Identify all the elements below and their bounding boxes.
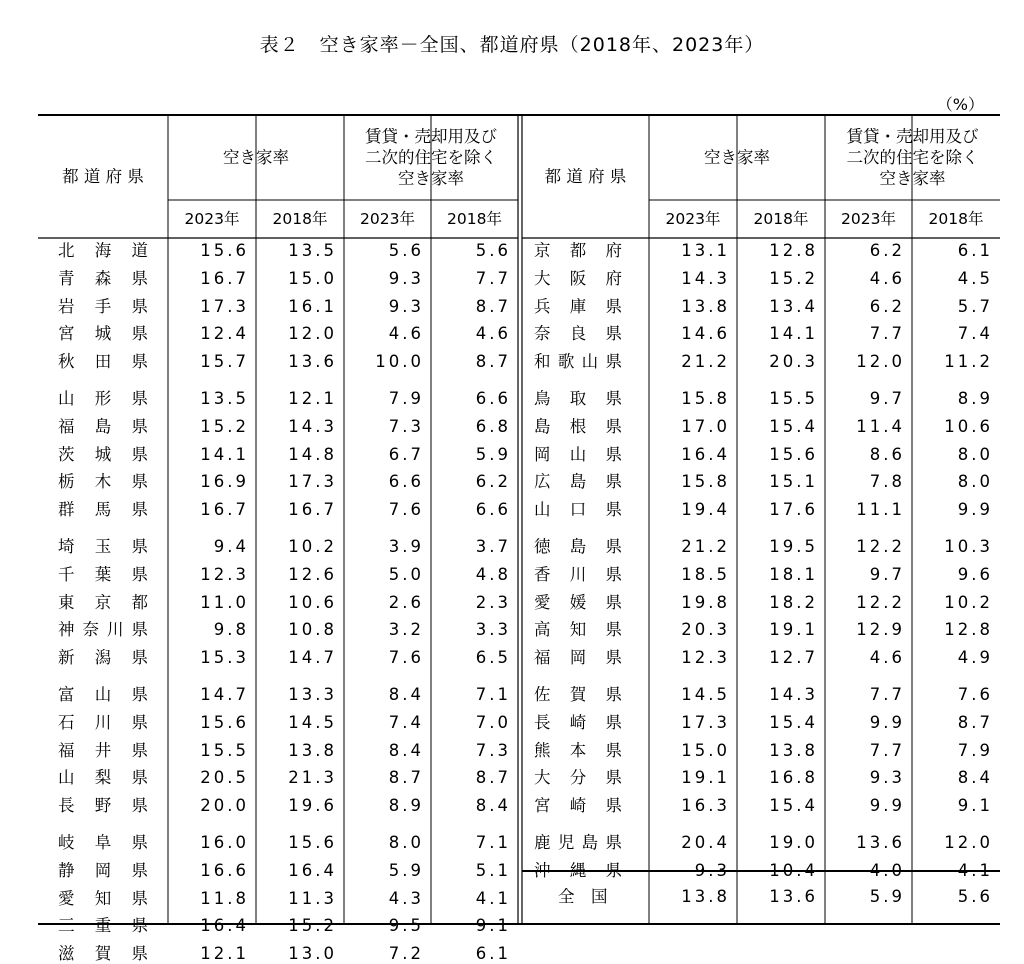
prefecture-name: 鳥取県 — [534, 389, 622, 408]
rate-value: 13.8 — [681, 296, 730, 316]
rate-value: 14.1 — [200, 444, 249, 464]
rate-value: 13.6 — [856, 833, 905, 852]
rate-value: 8.9 — [957, 389, 993, 408]
rate-value: 12.2 — [856, 592, 905, 612]
rate-value: 13.5 — [200, 389, 249, 408]
prefecture-name: 熊本県 — [534, 740, 622, 760]
prefecture-name: 北海道 — [58, 241, 148, 260]
rate-value: 7.4 — [388, 712, 424, 732]
rate-value: 16.3 — [681, 796, 730, 816]
rate-value: 3.7 — [475, 537, 511, 556]
rate-value: 9.5 — [388, 916, 424, 936]
rate-value: 16.0 — [200, 833, 249, 852]
rate-value: 4.3 — [388, 888, 424, 908]
prefecture-name: 三重県 — [58, 916, 148, 936]
rate-value: 13.6 — [288, 352, 337, 372]
rate-value: 12.2 — [856, 537, 905, 556]
rate-value: 9.9 — [957, 500, 993, 520]
rate-value: 12.0 — [288, 324, 337, 344]
rate-value: 10.8 — [288, 620, 337, 640]
prefecture-name: 群馬県 — [58, 500, 148, 520]
prefecture-name: 宮城県 — [58, 324, 148, 344]
prefecture-name: 埼玉県 — [58, 537, 148, 556]
prefecture-name: 長崎県 — [534, 712, 622, 732]
rate-value: 7.4 — [957, 324, 993, 344]
prefecture-name: 鹿児島県 — [534, 833, 622, 852]
rate-value: 12.7 — [769, 648, 818, 668]
rate-value: 5.9 — [388, 860, 424, 880]
rate-value: 15.2 — [200, 416, 249, 436]
national-label: 全 国 — [558, 887, 608, 906]
rate-value: 10.6 — [288, 592, 337, 612]
rate-value: 12.9 — [856, 620, 905, 640]
prefecture-name: 香川県 — [534, 564, 622, 584]
rate-value: 19.5 — [769, 537, 818, 556]
rate-value: 12.1 — [288, 389, 337, 408]
rate-value: 18.2 — [769, 592, 818, 612]
rate-value: 16.9 — [200, 472, 249, 492]
rate-value: 6.1 — [957, 241, 993, 260]
rate-value: 15.8 — [681, 472, 730, 492]
rate-value: 16.6 — [200, 860, 249, 880]
prefecture-name: 石川県 — [58, 712, 148, 732]
header-excluded-line1: 賃貸・売却用及び — [846, 126, 979, 146]
rate-value: 9.9 — [869, 796, 905, 816]
prefecture-name: 愛媛県 — [534, 592, 622, 612]
rate-value: 11.8 — [200, 888, 249, 908]
rate-value: 9.8 — [213, 620, 249, 640]
prefecture-name: 岐阜県 — [58, 833, 148, 852]
rate-value: 15.2 — [288, 916, 337, 936]
rate-value: 15.6 — [200, 712, 249, 732]
prefecture-name: 神奈川県 — [58, 620, 148, 640]
rate-value: 6.6 — [475, 500, 511, 520]
rate-value: 10.0 — [375, 352, 424, 372]
rate-value: 13.8 — [769, 740, 818, 760]
rate-value: 9.1 — [475, 916, 511, 936]
prefecture-name: 青森県 — [58, 268, 148, 288]
rate-value: 3.3 — [475, 620, 511, 640]
national-rate-value: 13.8 — [681, 887, 730, 906]
header-year-2023: 2023年 — [841, 209, 896, 228]
rate-value: 16.4 — [288, 860, 337, 880]
prefecture-name: 福岡県 — [534, 648, 622, 668]
rate-value: 13.4 — [769, 296, 818, 316]
rate-value: 4.1 — [475, 888, 511, 908]
rate-value: 7.7 — [475, 268, 511, 288]
rate-value: 21.2 — [681, 352, 730, 372]
rate-value: 7.0 — [475, 712, 511, 732]
rate-value: 19.1 — [769, 620, 818, 640]
rate-value: 4.9 — [957, 648, 993, 668]
rate-value: 11.2 — [944, 352, 993, 372]
rate-value: 17.0 — [681, 416, 730, 436]
prefecture-name: 宮崎県 — [534, 796, 622, 816]
header-year-2023: 2023年 — [665, 209, 721, 228]
rate-value: 14.7 — [288, 648, 337, 668]
rate-value: 5.1 — [475, 860, 511, 880]
prefecture-name: 兵庫県 — [534, 296, 622, 316]
rate-value: 9.4 — [213, 537, 249, 556]
rate-value: 15.3 — [200, 648, 249, 668]
rate-value: 12.0 — [944, 833, 993, 852]
prefecture-name: 山口県 — [534, 500, 622, 520]
rate-value: 7.7 — [869, 685, 905, 704]
rate-value: 4.8 — [475, 564, 511, 584]
rate-value: 15.1 — [769, 472, 818, 492]
prefecture-name: 佐賀県 — [534, 685, 622, 704]
rate-value: 14.7 — [200, 685, 249, 704]
rate-value: 13.5 — [288, 241, 337, 260]
rate-value: 6.2 — [475, 472, 511, 492]
rate-value: 9.7 — [869, 564, 905, 584]
rate-value: 8.9 — [388, 796, 424, 816]
prefecture-name: 沖縄県 — [534, 860, 622, 880]
header-excluded-line2: 二次的住宅を除く — [846, 147, 979, 167]
rate-value: 19.1 — [681, 768, 730, 788]
rate-value: 10.2 — [288, 537, 337, 556]
prefecture-name: 愛知県 — [58, 888, 148, 908]
rate-value: 11.1 — [856, 500, 905, 520]
rate-value: 6.7 — [388, 444, 424, 464]
rate-value: 8.4 — [388, 685, 424, 704]
rate-value: 8.0 — [957, 472, 993, 492]
rate-value: 8.7 — [475, 352, 511, 372]
rate-value: 7.1 — [475, 685, 511, 704]
rate-value: 10.6 — [944, 416, 993, 436]
rate-value: 8.7 — [475, 768, 511, 788]
rate-value: 20.3 — [769, 352, 818, 372]
rate-value: 21.2 — [681, 537, 730, 556]
rate-value: 11.3 — [288, 888, 337, 908]
prefecture-name: 茨城県 — [58, 444, 148, 464]
prefecture-name: 山形県 — [58, 389, 148, 408]
rate-value: 9.3 — [694, 860, 730, 880]
rate-value: 9.3 — [388, 296, 424, 316]
rate-value: 7.3 — [475, 740, 511, 760]
rate-value: 7.6 — [957, 685, 993, 704]
rate-value: 14.6 — [681, 324, 730, 344]
rate-value: 15.8 — [681, 389, 730, 408]
rate-value: 17.6 — [769, 500, 818, 520]
unit-label: （%） — [936, 95, 984, 114]
vacancy-rate-table — [38, 114, 1000, 964]
rate-value: 7.2 — [388, 944, 424, 964]
rate-value: 15.2 — [769, 268, 818, 288]
rate-value: 7.6 — [388, 648, 424, 668]
rate-value: 7.3 — [388, 416, 424, 436]
rate-value: 12.3 — [200, 564, 249, 584]
prefecture-name: 福井県 — [58, 740, 148, 760]
header-vacancy-right: 空き家率 — [704, 147, 770, 167]
rate-value: 8.7 — [475, 296, 511, 316]
prefecture-name: 山梨県 — [58, 768, 148, 788]
rate-value: 10.4 — [769, 860, 818, 880]
prefecture-name: 秋田県 — [58, 352, 148, 372]
rate-value: 15.0 — [681, 740, 730, 760]
prefecture-name: 長野県 — [58, 796, 148, 816]
rate-value: 17.3 — [681, 712, 730, 732]
prefecture-name: 徳島県 — [534, 537, 622, 556]
prefecture-name: 岩手県 — [58, 296, 148, 316]
rate-value: 7.7 — [869, 324, 905, 344]
prefecture-name: 滋賀県 — [58, 944, 148, 964]
rate-value: 9.3 — [388, 268, 424, 288]
prefecture-name: 静岡県 — [58, 860, 148, 880]
rate-value: 7.7 — [869, 740, 905, 760]
rate-value: 8.0 — [957, 444, 993, 464]
rate-value: 20.5 — [200, 768, 249, 788]
rate-value: 6.2 — [869, 296, 905, 316]
rate-value: 9.9 — [869, 712, 905, 732]
rate-value: 16.7 — [200, 268, 249, 288]
rate-value: 16.7 — [200, 500, 249, 520]
rate-value: 6.2 — [869, 241, 905, 260]
rate-value: 4.6 — [388, 324, 424, 344]
rate-value: 12.3 — [681, 648, 730, 668]
rate-value: 16.1 — [288, 296, 337, 316]
rate-value: 9.3 — [869, 768, 905, 788]
rate-value: 14.3 — [681, 268, 730, 288]
rate-value: 2.3 — [475, 592, 511, 612]
header-year-2018: 2018年 — [753, 209, 809, 228]
prefecture-name: 千葉県 — [58, 564, 148, 584]
rate-value: 10.2 — [944, 592, 993, 612]
rate-value: 2.6 — [388, 592, 424, 612]
header-excluded-line2: 二次的住宅を除く — [365, 147, 497, 167]
rate-value: 6.1 — [475, 944, 511, 964]
rate-value: 5.0 — [388, 564, 424, 584]
rate-value: 3.9 — [388, 537, 424, 556]
rate-value: 15.7 — [200, 352, 249, 372]
rate-value: 6.6 — [388, 472, 424, 492]
rate-value: 15.6 — [200, 241, 249, 260]
rate-value: 9.1 — [957, 796, 993, 816]
rate-value: 13.0 — [288, 944, 337, 964]
prefecture-name: 和歌山県 — [534, 352, 622, 372]
national-rate-value: 5.9 — [869, 887, 905, 906]
rate-value: 12.1 — [200, 944, 249, 964]
rate-value: 7.1 — [475, 833, 511, 852]
header-year-2018: 2018年 — [272, 209, 328, 228]
rate-value: 18.5 — [681, 564, 730, 584]
header-excluded-line3: 空き家率 — [398, 168, 464, 188]
header-excluded-left — [344, 114, 518, 200]
rate-value: 15.5 — [769, 389, 818, 408]
page-title: 表２ 空き家率－全国、都道府県（2018年、2023年） — [259, 34, 765, 56]
rate-value: 18.1 — [769, 564, 818, 584]
rate-value: 19.0 — [769, 833, 818, 852]
rate-value: 13.3 — [288, 685, 337, 704]
rate-value: 19.4 — [681, 500, 730, 520]
rate-value: 21.3 — [288, 768, 337, 788]
prefecture-name: 岡山県 — [534, 444, 622, 464]
rate-value: 15.6 — [769, 444, 818, 464]
rate-value: 14.5 — [288, 712, 337, 732]
rate-value: 5.6 — [475, 241, 511, 260]
rate-value: 8.4 — [388, 740, 424, 760]
rate-value: 20.4 — [681, 833, 730, 852]
prefecture-name: 栃木県 — [58, 472, 148, 492]
rate-value: 17.3 — [200, 296, 249, 316]
prefecture-name: 島根県 — [534, 416, 622, 436]
rate-value: 6.8 — [475, 416, 511, 436]
rate-value: 13.8 — [288, 740, 337, 760]
prefecture-name: 富山県 — [58, 685, 148, 704]
header-year-2023: 2023年 — [184, 209, 240, 228]
rate-value: 4.1 — [957, 860, 993, 880]
rate-value: 8.7 — [957, 712, 993, 732]
rate-value: 7.8 — [869, 472, 905, 492]
rate-value: 12.0 — [856, 352, 905, 372]
rate-value: 15.4 — [769, 416, 818, 436]
rate-value: 16.8 — [769, 768, 818, 788]
rate-value: 12.8 — [944, 620, 993, 640]
rate-value: 19.8 — [681, 592, 730, 612]
rate-value: 8.7 — [388, 768, 424, 788]
rate-value: 4.6 — [869, 268, 905, 288]
rate-value: 12.6 — [288, 564, 337, 584]
rate-value: 20.3 — [681, 620, 730, 640]
rate-value: 20.0 — [200, 796, 249, 816]
prefecture-name: 福島県 — [58, 416, 148, 436]
rate-value: 4.6 — [475, 324, 511, 344]
rate-value: 11.4 — [856, 416, 905, 436]
rate-value: 15.4 — [769, 712, 818, 732]
rate-value: 3.2 — [388, 620, 424, 640]
rate-value: 14.1 — [769, 324, 818, 344]
header-excluded-line3: 空き家率 — [879, 168, 946, 188]
rate-value: 9.6 — [957, 564, 993, 584]
rate-value: 8.6 — [869, 444, 905, 464]
rate-value: 4.6 — [869, 648, 905, 668]
rate-value: 8.0 — [388, 833, 424, 852]
rate-value: 6.6 — [475, 389, 511, 408]
prefecture-name: 大分県 — [534, 768, 622, 788]
header-excluded-right — [825, 114, 1000, 200]
rate-value: 8.4 — [957, 768, 993, 788]
rate-value: 14.3 — [288, 416, 337, 436]
rate-value: 15.4 — [769, 796, 818, 816]
rate-value: 11.0 — [200, 592, 249, 612]
header-year-2018: 2018年 — [447, 209, 502, 228]
header-prefecture-left: 都 道 府 県 — [62, 166, 144, 186]
header-vacancy-left: 空き家率 — [223, 147, 289, 167]
prefecture-name: 新潟県 — [58, 648, 148, 668]
rate-value: 6.5 — [475, 648, 511, 668]
prefecture-name: 高知県 — [534, 620, 622, 640]
header-prefecture-right: 都 道 府 県 — [544, 166, 627, 186]
rate-value: 5.7 — [957, 296, 993, 316]
rate-value: 17.3 — [288, 472, 337, 492]
rate-value: 16.7 — [288, 500, 337, 520]
prefecture-name: 京都府 — [534, 241, 622, 260]
rate-value: 4.0 — [869, 860, 905, 880]
rate-value: 14.8 — [288, 444, 337, 464]
rate-value: 16.4 — [681, 444, 730, 464]
rate-value: 7.9 — [957, 740, 993, 760]
rate-value: 15.0 — [288, 268, 337, 288]
prefecture-name: 東京都 — [58, 592, 148, 612]
rate-value: 8.4 — [475, 796, 511, 816]
national-rate-value: 13.6 — [769, 887, 818, 906]
rate-value: 12.4 — [200, 324, 249, 344]
prefecture-name: 奈良県 — [534, 324, 622, 344]
prefecture-name: 大阪府 — [534, 268, 622, 288]
rate-value: 7.9 — [388, 389, 424, 408]
rate-value: 14.3 — [769, 685, 818, 704]
rate-value: 16.4 — [200, 916, 249, 936]
rate-value: 4.5 — [957, 268, 993, 288]
rate-value: 5.9 — [475, 444, 511, 464]
rate-value: 13.1 — [681, 241, 730, 260]
header-excluded-line1: 賃貸・売却用及び — [365, 126, 497, 146]
rate-value: 14.5 — [681, 685, 730, 704]
rate-value: 15.5 — [200, 740, 249, 760]
rate-value: 5.6 — [388, 241, 424, 260]
header-year-2023: 2023年 — [360, 209, 415, 228]
national-rate-value: 5.6 — [957, 887, 993, 906]
rate-value: 10.3 — [944, 537, 993, 556]
rate-value: 7.6 — [388, 500, 424, 520]
rate-value: 19.6 — [288, 796, 337, 816]
rate-value: 15.6 — [288, 833, 337, 852]
rate-value: 12.8 — [769, 241, 818, 260]
header-year-2018: 2018年 — [928, 209, 984, 228]
prefecture-name: 広島県 — [534, 472, 622, 492]
rate-value: 9.7 — [869, 389, 905, 408]
